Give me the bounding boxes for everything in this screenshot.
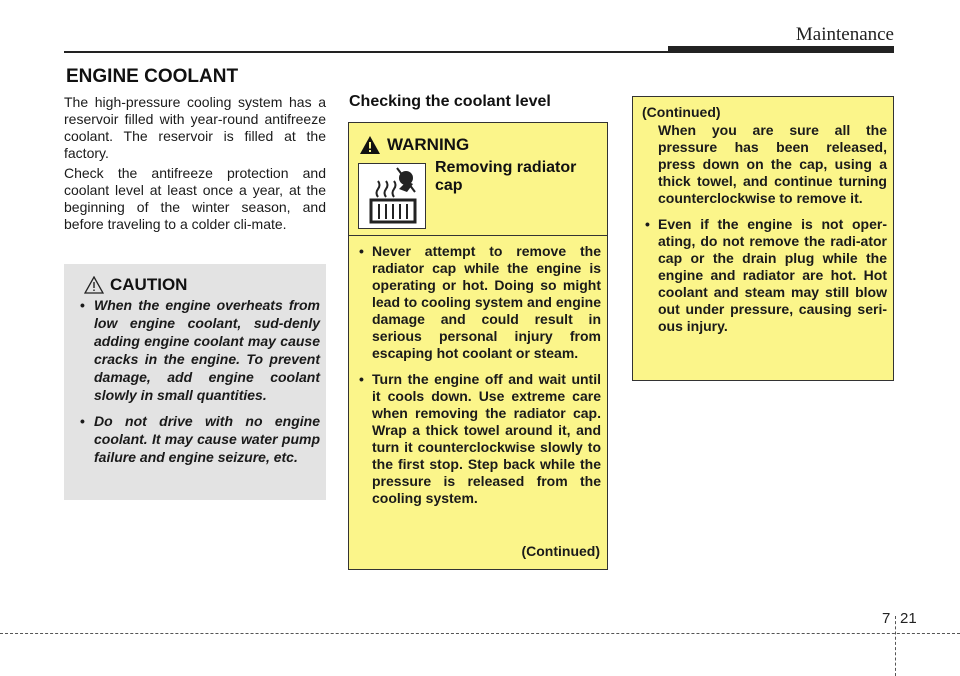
caution-item: • When the engine overheats from low engine coolant, sud-denly adding engine coolant may cause cracks in the engine. To prevent damage, add engine coolant slowly in small quantities. <box>72 296 320 404</box>
footer-rule <box>0 633 960 634</box>
continued-item: When you are sure all the pressure has been released, press down on the cap, using a thick towel, and continue turning counterclockwise to remove it. <box>658 122 887 206</box>
intro-paragraph-2: Check the antifreeze protection and coolant level at least once a year, at the beginning of the winter season, and before traveling to a colder cli-mate. <box>64 165 326 232</box>
warning-subtitle: Removing radiator cap <box>435 159 577 194</box>
caution-item: • Do not drive with no engine coolant. It may cause water pump failure and engine seizure, etc. <box>72 412 320 466</box>
caution-title: CAUTION <box>110 275 188 294</box>
warning-triangle-icon <box>359 135 381 155</box>
warning-divider <box>349 235 607 236</box>
caution-box <box>64 264 326 500</box>
subsection-title: Checking the coolant level <box>349 93 551 110</box>
footer-divider <box>895 616 896 676</box>
warning-item: • Never attempt to remove the radiator cap while the engine is operating or hot. Doing so might lead to cooling system and engine damage and could result in serious personal injury from escaping hot coolant or steam. <box>355 243 601 362</box>
continued-header: (Continued) <box>642 104 721 120</box>
warning-header <box>359 135 469 155</box>
intro-paragraph-1: The high-pressure cooling system has a reservoir filled with year-round antifreeze coolant. The reservoir is filled at the factory. <box>64 94 326 161</box>
chapter-number: 7 <box>882 610 891 627</box>
radiator-cap-hot-icon <box>358 163 426 229</box>
running-header: Maintenance <box>795 24 894 45</box>
warning-box <box>348 122 608 570</box>
header-rule <box>64 51 668 53</box>
page-number: 21 <box>900 610 917 627</box>
caution-list <box>72 296 320 474</box>
continued-list <box>641 122 887 344</box>
caution-triangle-icon <box>84 276 104 294</box>
header-rule-thick <box>668 46 894 53</box>
caution-header <box>84 274 187 296</box>
continued-label: (Continued) <box>521 543 600 559</box>
warning-title: WARNING <box>387 135 470 154</box>
warning-list <box>355 243 601 516</box>
warning-item: • Turn the engine off and wait until it cools down. Use extreme care when removing the radiator cap. Wrap a thick towel around it, and turn it counterclockwise slowly to the first stop. Step back while the pressure is released from the cooling system. <box>355 371 601 507</box>
continued-item: • Even if the engine is not oper-ating, do not remove the radi-ator cap or the drain plug while the engine and radiator are hot. Hot coolant and steam may still blow out under pressure, causing seri-ous injury. <box>641 216 887 335</box>
section-title: ENGINE COOLANT <box>66 66 239 87</box>
warning-continued-box <box>632 96 894 381</box>
